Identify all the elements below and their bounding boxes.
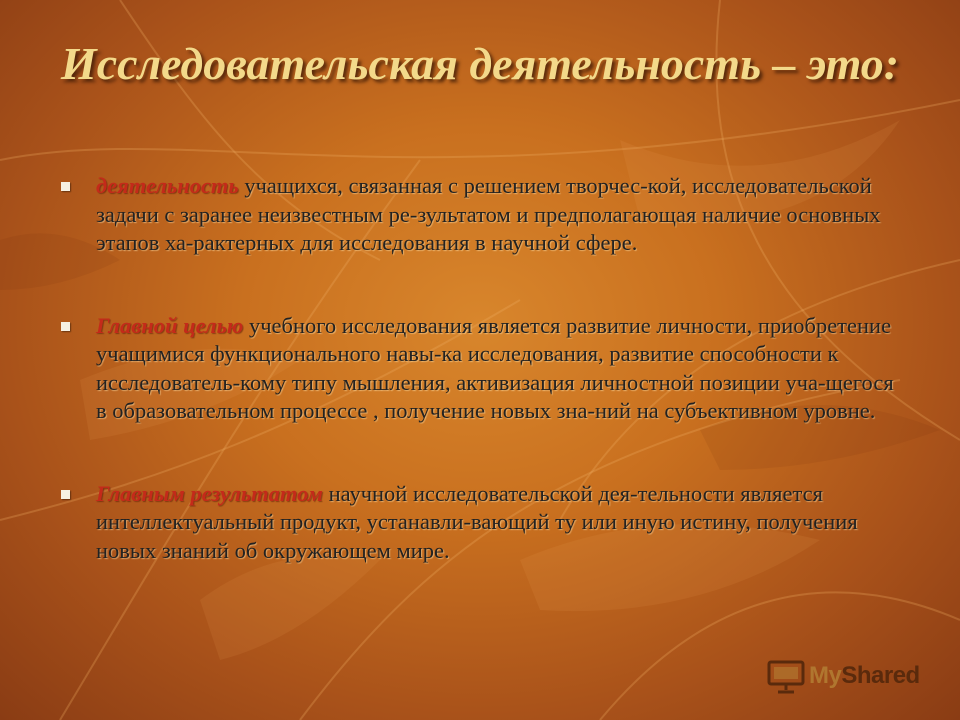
- item-text: учащихся, связанная с решением творчес-кой, исследовательской задачи с заранее неизвестным ре-зультатом и предполагающая наличие основных этапов ха-рактерных для исследования в научной сфере.: [96, 173, 881, 255]
- bullet-item: [58, 172, 908, 258]
- item-text: научной исследовательской дея-тельности является интеллектуальный продукт, устанавли-вающий ту или иную истину, получения новых знаний об окружающем мире.: [96, 480, 858, 563]
- watermark-text: [809, 662, 920, 690]
- square-bullet-icon: [61, 322, 70, 331]
- myshared-watermark: [766, 656, 920, 696]
- bullet-item: [58, 312, 908, 426]
- slide-title: Исследовательская деятельность – это:: [60, 38, 900, 89]
- watermark-my: My: [809, 662, 842, 689]
- watermark-shared: Shared: [841, 662, 920, 689]
- bullet-list: [58, 172, 908, 619]
- bullet-item: [58, 480, 908, 566]
- accent-term: Главной целью: [96, 312, 244, 338]
- item-text: учебного исследования является развитие личности, приобретение учащимися функционального навы-ка исследования, развитие способности к исследователь-кому типу мышления, активизация личностной позиции уча-щегося в образовательном процессе , получение новых зна-ний на субъективном уровне.: [96, 312, 894, 423]
- presentation-board-icon: [766, 656, 806, 696]
- accent-term: деятельность: [96, 173, 239, 198]
- square-bullet-icon: [61, 182, 70, 191]
- square-bullet-icon: [61, 490, 70, 499]
- accent-term: Главным результатом: [96, 480, 323, 506]
